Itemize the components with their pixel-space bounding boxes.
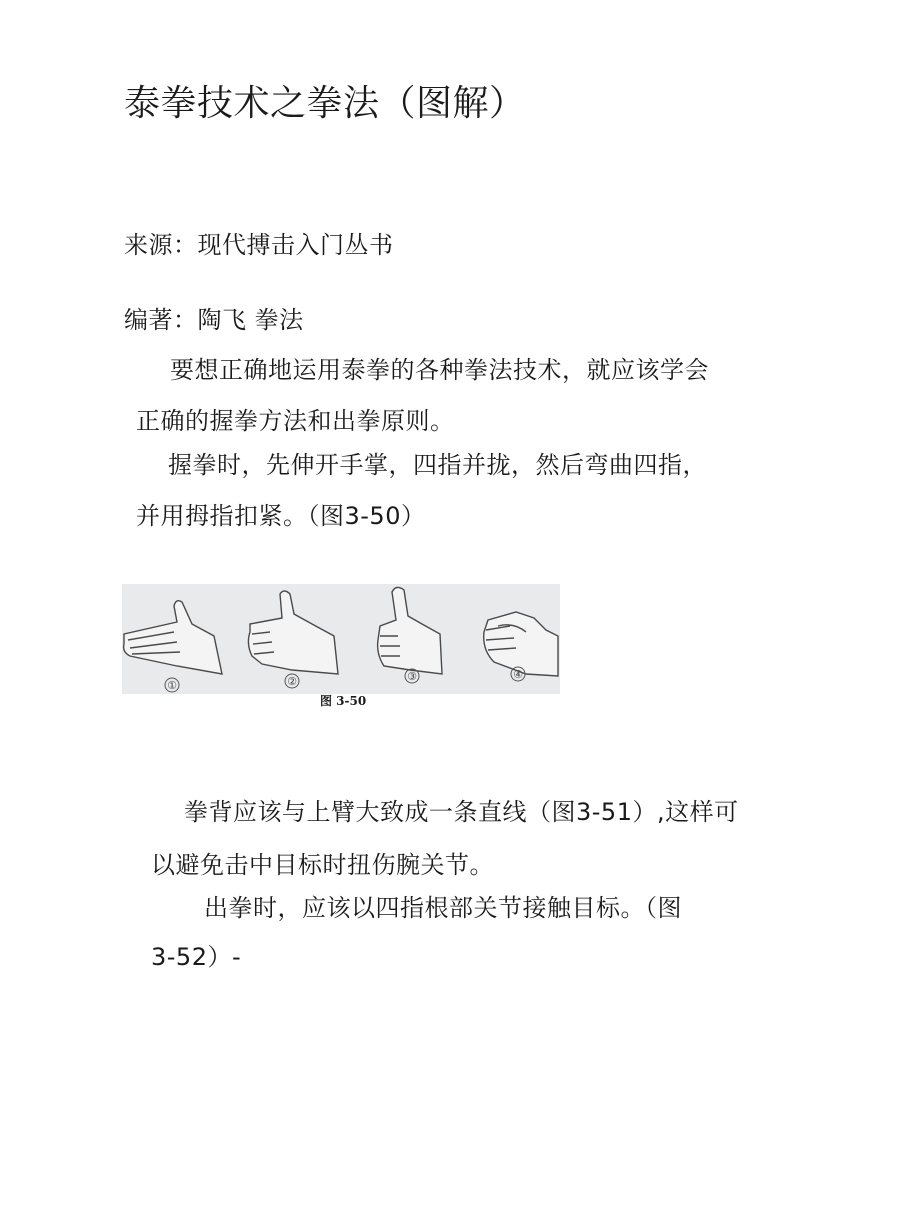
author-line: 编著：陶飞 拳法 — [124, 306, 304, 334]
paragraph-1-line-2: 正确的握拳方法和出拳原则。 — [136, 407, 455, 435]
paragraph-4-line-2: 3-52）- — [151, 943, 242, 971]
paragraph-3-line-2: 以避免击中目标时扭伤腕关节。 — [151, 851, 494, 879]
fist-steps-figure — [122, 584, 560, 694]
paragraph-4-line-1: 出拳时，应该以四指根部关节接触目标。（图 — [204, 894, 682, 922]
paragraph-2-line-1: 握拳时，先伸开手掌，四指并拢，然后弯曲四指， — [168, 451, 707, 479]
step-3-label: ③ — [407, 670, 417, 683]
paragraph-2-line-2: 并用拇指扣紧。（图3-50） — [136, 502, 426, 530]
step-2-label: ② — [287, 675, 297, 688]
paragraph-3-line-1: 拳背应该与上臂大致成一条直线（图3-51）,这样可 — [184, 798, 739, 826]
source-line: 来源：现代搏击入门丛书 — [124, 231, 394, 259]
step-1-label: ① — [167, 679, 177, 692]
figure-caption: 图 3-50 — [320, 694, 367, 708]
curled-fingers-illustration — [248, 591, 338, 674]
fist-thumb-up-illustration — [378, 587, 442, 674]
open-hand-illustration — [124, 601, 222, 674]
hand-illustrations — [122, 584, 560, 694]
paragraph-1-line-1: 要想正确地运用泰拳的各种拳法技术，就应该学会 — [170, 356, 709, 384]
page-title: 泰拳技术之拳法（图解） — [124, 83, 526, 124]
closed-fist-illustration — [484, 612, 558, 676]
step-4-label: ④ — [513, 668, 523, 681]
